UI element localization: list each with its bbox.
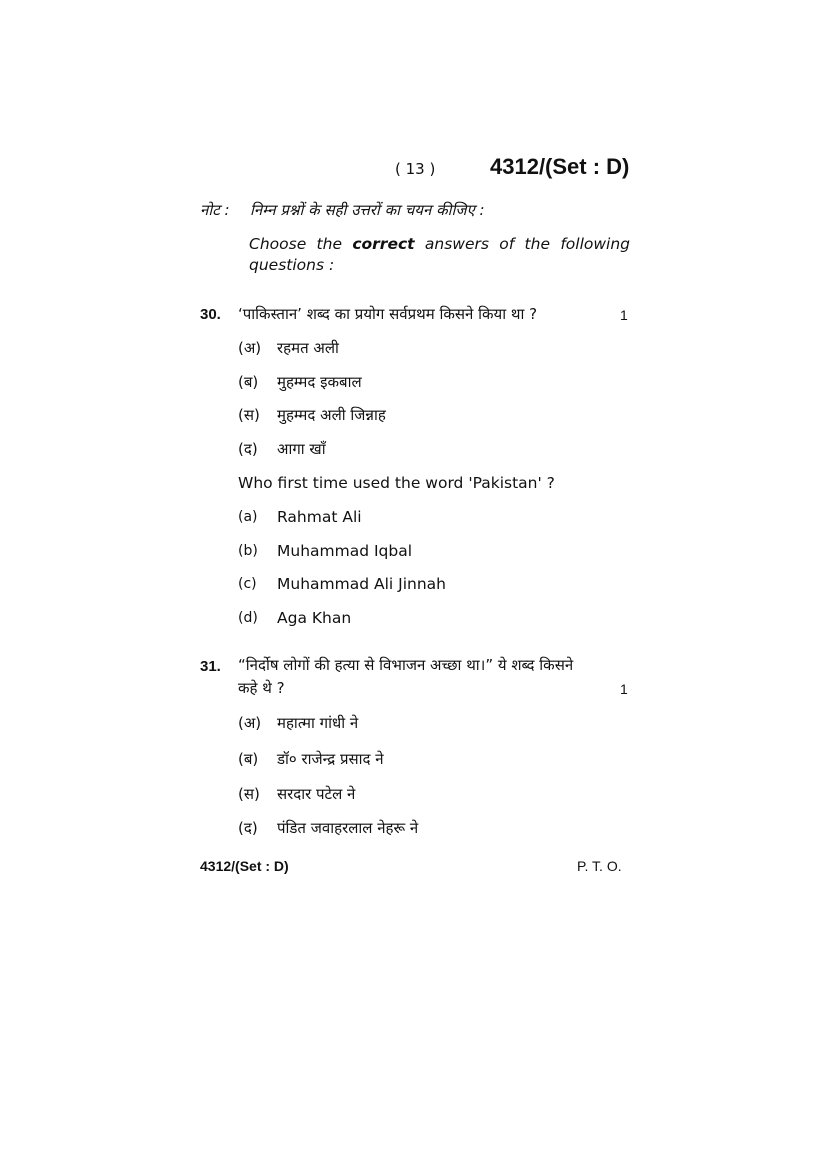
set-code-footer: 4312/(Set : D) bbox=[200, 858, 289, 874]
option-label: (ब) bbox=[238, 373, 259, 391]
option-label: (स) bbox=[238, 785, 260, 803]
option-text: मुहम्मद इकबाल bbox=[277, 373, 362, 391]
note-label-hindi: नोट : bbox=[200, 201, 230, 219]
option-label: (c) bbox=[238, 576, 257, 592]
question-number: 30. bbox=[200, 306, 221, 323]
note-text-hindi: निम्न प्रश्नों के सही उत्तरों का चयन कीजिए : bbox=[250, 201, 485, 219]
option-text: आगा खाँ bbox=[277, 440, 326, 458]
option-label: (अ) bbox=[238, 339, 262, 357]
question-text-hindi-line1: “निर्दोष लोगों की हत्या से विभाजन अच्छा था।” ये शब्द किसने bbox=[238, 656, 574, 674]
page-number: ( 13 ) bbox=[395, 160, 436, 178]
option-label: (द) bbox=[238, 440, 258, 458]
question-text-hindi: ‘पाकिस्तान’ शब्द का प्रयोग सर्वप्रथम किसने किया था ? bbox=[238, 305, 538, 323]
option-text: मुहम्मद अली जिन्नाह bbox=[277, 406, 386, 424]
note-text-english-line1: Choose the correct answers of the following bbox=[249, 235, 631, 253]
question-text-hindi-line2: कहे थे ? bbox=[238, 679, 285, 697]
set-code-header: 4312/(Set : D) bbox=[490, 154, 630, 179]
option-label: (स) bbox=[238, 406, 260, 424]
option-text: Aga Khan bbox=[277, 609, 352, 627]
option-text: रहमत अली bbox=[277, 339, 339, 357]
note-bold-word: correct bbox=[352, 235, 415, 253]
option-label: (a) bbox=[238, 509, 258, 525]
question-marks: 1 bbox=[620, 307, 628, 323]
note-text-english-line2: questions : bbox=[249, 256, 335, 274]
option-label: (d) bbox=[238, 610, 258, 626]
option-label: (द) bbox=[238, 819, 258, 837]
option-text: Muhammad Ali Jinnah bbox=[277, 575, 446, 593]
option-label: (ब) bbox=[238, 750, 259, 768]
question-text-english: Who first time used the word 'Pakistan' ? bbox=[238, 474, 555, 492]
question-number: 31. bbox=[200, 658, 221, 675]
option-text: Muhammad Iqbal bbox=[277, 542, 413, 560]
option-text: सरदार पटेल ने bbox=[277, 785, 356, 803]
option-text: पंडित जवाहरलाल नेहरू ने bbox=[277, 819, 419, 837]
option-text: डॉ० राजेन्द्र प्रसाद ने bbox=[277, 750, 384, 768]
option-label: (अ) bbox=[238, 714, 262, 732]
pto-label: P. T. O. bbox=[577, 858, 622, 874]
option-text: महात्मा गांधी ने bbox=[277, 714, 359, 732]
question-marks: 1 bbox=[620, 681, 628, 697]
option-label: (b) bbox=[238, 543, 258, 559]
option-text: Rahmat Ali bbox=[277, 508, 362, 526]
